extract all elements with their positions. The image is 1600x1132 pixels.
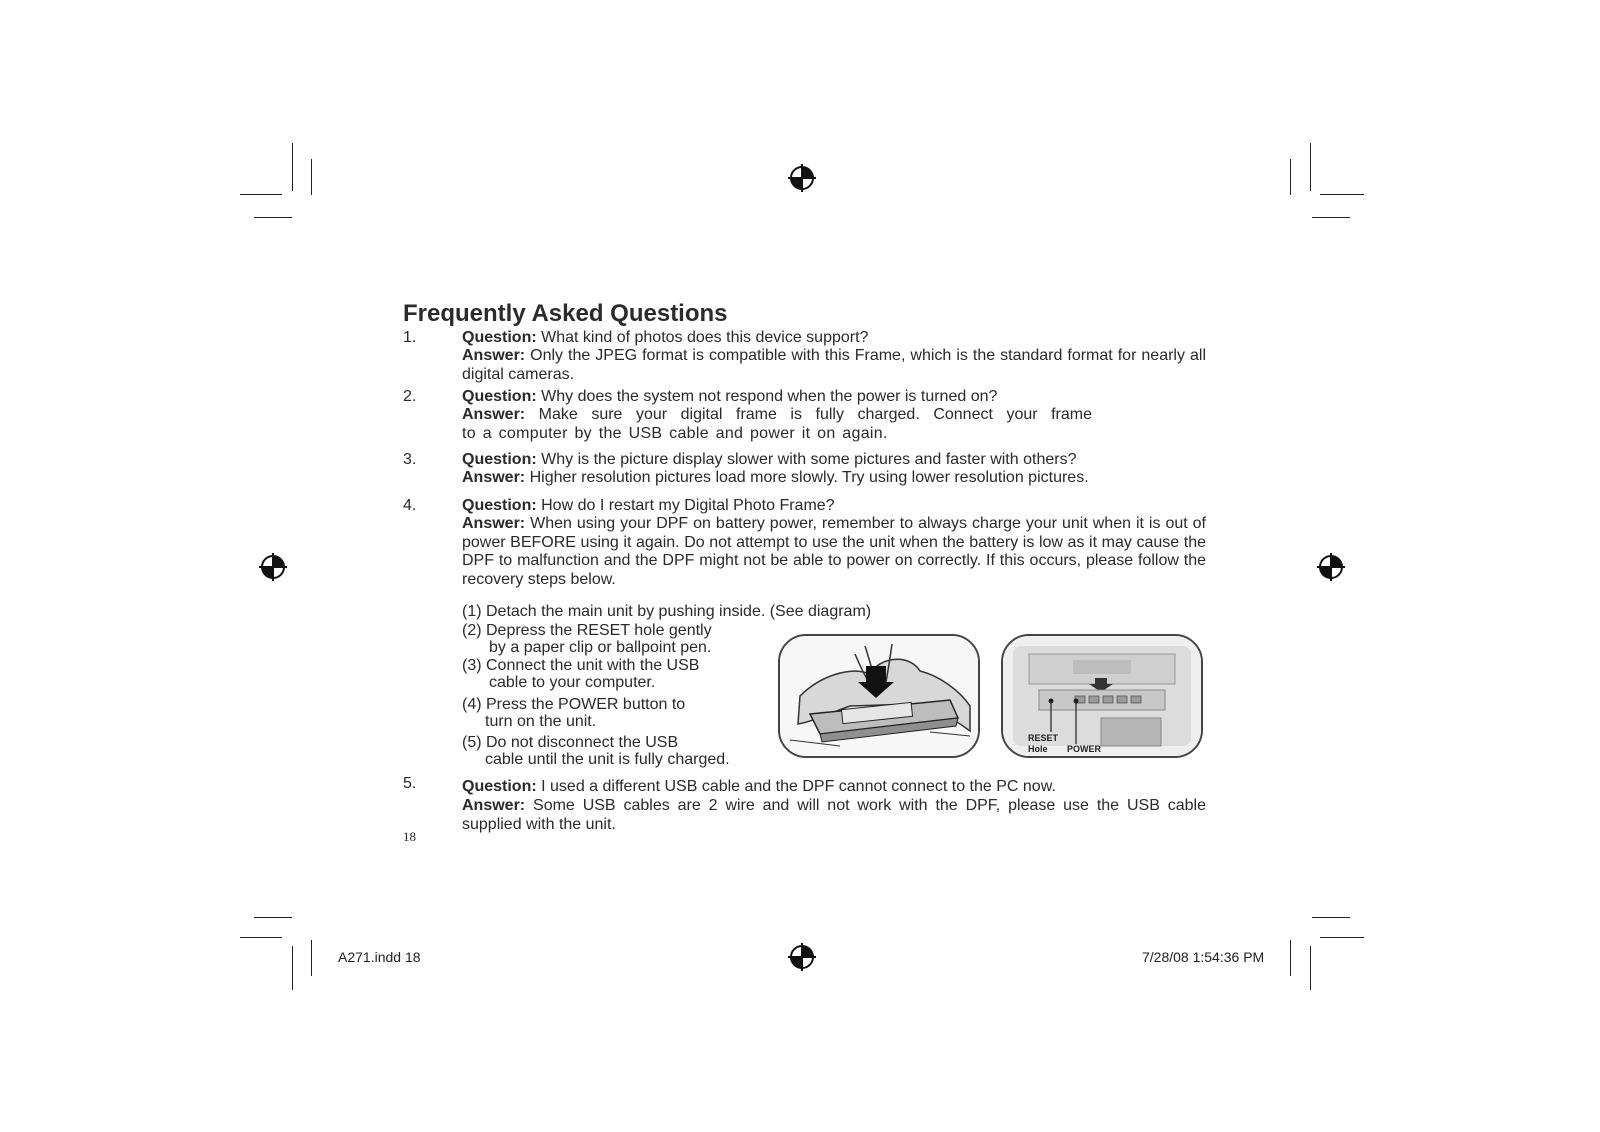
registration-mark-icon: [787, 163, 817, 193]
recovery-step: (1) Detach the main unit by pushing inside. (See diagram): [462, 603, 872, 620]
recovery-step: (3) Connect the unit with the USB cable to your computer.: [462, 657, 700, 691]
faq-answer: Answer: Some USB cables are 2 wire and will not work with the DPF, please use the USB cable supplied with the unit.: [462, 797, 1206, 833]
faq-number: 4.: [403, 497, 417, 514]
faq-question: Question: How do I restart my Digital Photo Frame?: [462, 497, 835, 514]
faq-number: 5.: [403, 775, 417, 792]
detach-unit-diagram: [778, 634, 980, 758]
reset-hole-label: RESET Hole: [1028, 733, 1059, 754]
recovery-step: (5) Do not disconnect the USB cable until the unit is fully charged.: [462, 734, 730, 768]
faq-answer: Answer: Only the JPEG format is compatible with this Frame, which is the standard format for nearly all digital cameras.: [462, 347, 1207, 383]
recovery-step: (4) Press the POWER button to turn on the unit.: [462, 696, 686, 730]
reset-power-diagram: [1001, 634, 1203, 758]
faq-number: 1.: [403, 329, 417, 346]
faq-answer: Answer: Make sure your digital frame is fully charged. Connect your frame to a computer by the USB cable and power it on again.: [462, 406, 1093, 442]
recovery-step: (2) Depress the RESET hole gently by a paper clip or ballpoint pen.: [462, 622, 712, 656]
faq-answer: Answer: When using your DPF on battery power, remember to always charge your unit when it is out of power BEFORE using it again. Do not attempt to use the unit when the battery is low as it may cause the DPF to malfunction and the DPF might not be able to power on correctly. If this occurs, please follow the recovery steps below.: [462, 515, 1207, 588]
faq-answer: Answer: Higher resolution pictures load more slowly. Try using lower resolution pictures.: [462, 469, 1089, 486]
power-label: POWER: [1067, 744, 1102, 754]
registration-mark-icon: [787, 942, 817, 972]
faq-question: Question: Why is the picture display slower with some pictures and faster with others?: [462, 451, 1077, 468]
slug-timestamp: 7/28/08 1:54:36 PM: [1142, 949, 1265, 965]
registration-mark-icon: [258, 552, 288, 582]
faq-question: Question: I used a different USB cable and the DPF cannot connect to the PC now.: [462, 778, 1056, 795]
faq-question: Question: What kind of photos does this device support?: [462, 329, 869, 346]
slug-filename: A271.indd 18: [338, 949, 421, 965]
faq-number: 3.: [403, 451, 417, 468]
hands-pushing-illustration: [780, 636, 978, 756]
faq-question: Question: Why does the system not respond when the power is turned on?: [462, 388, 998, 405]
registration-mark-icon: [1316, 552, 1346, 582]
page-title: Frequently Asked Questions: [403, 300, 728, 327]
page-number: 18: [403, 829, 416, 844]
faq-number: 2.: [403, 388, 417, 405]
